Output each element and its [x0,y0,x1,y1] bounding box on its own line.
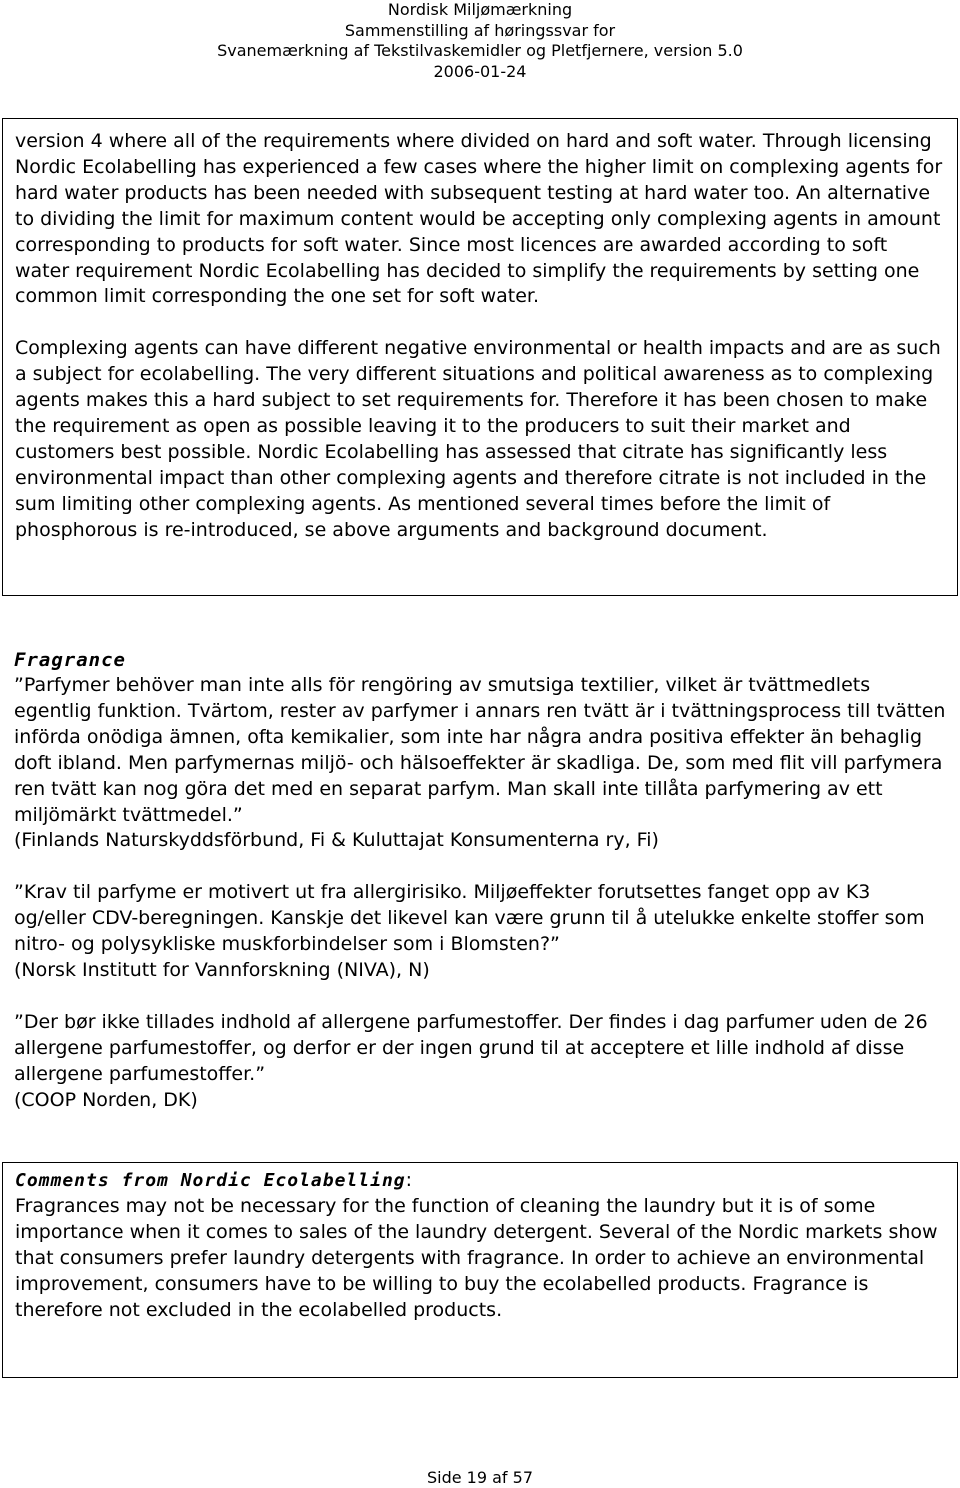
comments-heading: Comments from Nordic Ecolabelling [15,1170,406,1191]
complexing-paragraph-1: version 4 where all of the requirements where divided on hard and soft water. Through licensing Nordic Ecolabelling has experienced a few cases where the higher limit on complexing agents for hard water products has been needed with subsequent testing at hard water too. An alternative to dividing the limit for maximum content would be accepting only complexing agents in amount corresponding to products for soft water. Since most licences are awarded according to soft water requirement Nordic Ecolabelling has decided to simplify the requirements by setting one common limit corresponding the one set for soft water. [15,130,943,308]
header-date: 2006-01-24 [433,61,527,81]
fragrance-quote-finland: ”Parfymer behöver man inte alls för rengöring av smutsiga textilier, vilket är tvättmedlets egentlig funktion. Tvärtom, rester av parfymer i annars ren tvätt är i tvättningsprocess till tvätten införda onödiga ämnen, ofta kemikalier, som inte har några andra positiva effekter än behaglig doft ibland. Men parfymernas miljö- och hälsoeffekter är skadliga. De, som med flit vill parfymera ren tvätt kan nog göra det med en separat parfym. Man skall inte tillåta parfymering av ett miljömärkt tvättmedel.” [14,674,946,826]
page-number: Side 19 af 57 [426,1468,533,1487]
fragrance-quote-coop: ”Der bør ikke tillades indhold af allergene parfumestoffer. Der findes i dag parfumer uden de 26 allergene parfumestoffer, og derfor er der ingen grund til at acceptere et lille indhold af disse allergene parfumestoffer.” [14,1010,928,1085]
header-organization: Nordisk Miljømærkning [387,0,573,19]
fragrance-comment-box [2,1162,958,1378]
page-header [0,0,960,82]
header-subtitle: Sammenstilling af høringssvar for [344,20,616,40]
comments-text: Fragrances may not be necessary for the function of cleaning the laundry but it is of some importance when it comes to sales of the laundry detergent. Several of the Nordic markets show that consumers prefer laundry detergents with fragrance. In order to achieve an environmental improvement, consumers have to be willing to buy the ecolabelled products. Fragrance is therefore not excluded in the ecolabelled products. [15,1195,938,1321]
fragrance-section [14,647,948,1114]
fragrance-source-finland: (Finlands Naturskyddsförbund, Fi & Kuluttajat Konsumenterna ry, Fi) [14,829,659,852]
comments-heading-row [15,1168,945,1194]
fragrance-heading: Fragrance [14,649,126,671]
fragrance-source-niva: (Norsk Institutt for Vannforskning (NIVA), N) [14,959,430,982]
header-document-title: Svanemærkning af Tekstilvaskemidler og Pletfjernere, version 5.0 [217,41,743,60]
comments-heading-colon: : [405,1169,413,1191]
fragrance-quote-niva: ”Krav til parfyme er motivert ut fra allergirisiko. Miljøeffekter forutsettes fanget opp av K3 og/eller CDV-beregningen. Kanskje det likevel kan være grunn til å utelukke enkelte stoffer som nitro- og polysykliske muskforbindelser som i Blomsten?” [14,881,925,956]
complexing-agents-comment-box [2,118,958,596]
complexing-paragraph-2: Complexing agents can have different negative environmental or health impacts and are as such a subject for ecolabelling. The very different situations and political awareness as to complexing agents makes this a hard subject to set requirements for. Therefore it has been chosen to make the requirement as open as possible leaving it to the producers to suit their market and customers best possible. Nordic Ecolabelling has assessed that citrate has significantly less environmental impact than other complexing agents and therefore citrate is not included in the sum limiting other complexing agents. As mentioned several times before the limit of phosphorous is re-introduced, se above arguments and background document. [15,337,941,541]
fragrance-source-coop: (COOP Norden, DK) [14,1088,198,1111]
